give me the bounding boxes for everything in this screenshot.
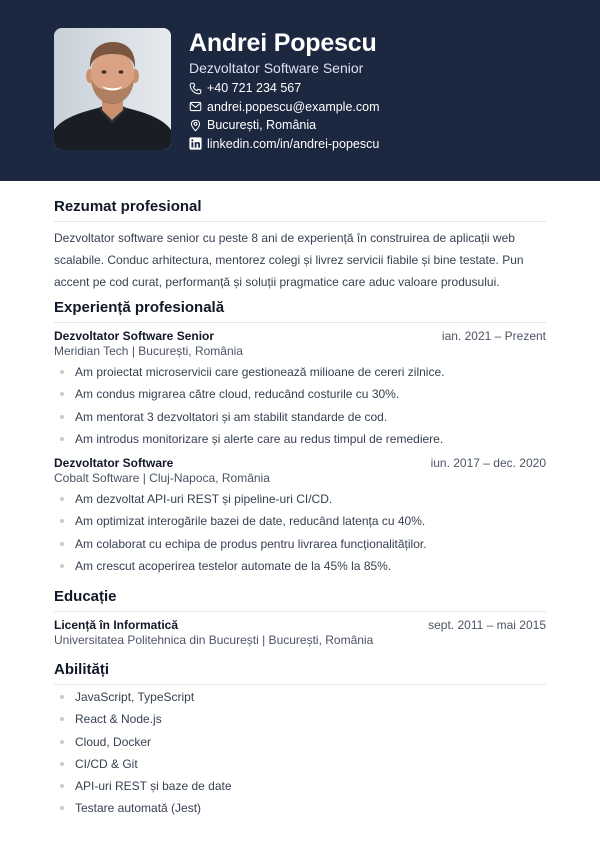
bullet-dot — [60, 806, 64, 810]
bullet-dot — [60, 542, 64, 546]
bullet-dot — [60, 717, 64, 721]
skill-text: API-uri REST și baze de date — [75, 779, 232, 794]
mail-icon — [189, 100, 202, 113]
bullet-dot — [60, 519, 64, 523]
header-info — [189, 28, 569, 153]
bullet-text: Am mentorat 3 dezvoltatori și am stabilit standarde de cod. — [75, 409, 388, 424]
bullet-text: Am condus migrarea către cloud, reducând costurile cu 30%. — [75, 387, 400, 402]
skill-text: Testare automată (Jest) — [75, 801, 202, 816]
contact-phone — [189, 79, 569, 98]
school-name: Universitatea Politehnica din București | București, România — [54, 633, 374, 647]
contact-email[interactable] — [189, 98, 569, 117]
skill-text: Cloud, Docker — [75, 734, 152, 749]
list-item — [54, 533, 546, 555]
contact-location-text: București, România — [207, 118, 317, 133]
profile-photo — [54, 28, 171, 150]
list-item — [54, 731, 546, 753]
summary-title: Rezumat profesional — [54, 197, 546, 222]
bullet-dot — [60, 762, 64, 766]
list-item — [54, 555, 546, 577]
list-item — [54, 686, 546, 708]
education-header — [54, 618, 546, 633]
skills-section — [54, 660, 546, 820]
experience-title: Experiență profesională — [54, 298, 546, 323]
bullet-dot — [60, 415, 64, 419]
job-entry — [54, 329, 546, 450]
list-item — [54, 797, 546, 819]
list-item — [54, 406, 546, 428]
list-item — [54, 753, 546, 775]
list-item — [54, 510, 546, 532]
bullet-text: Am proiectat microservicii care gestionează milioane de cereri zilnice. — [75, 365, 445, 379]
bullet-dot — [60, 740, 64, 744]
contact-list — [189, 79, 569, 153]
bullet-text: Am optimizat interogările bazei de date, reducând latența cu 40%. — [75, 514, 426, 529]
bullet-dot — [60, 497, 64, 501]
list-item — [54, 708, 546, 730]
candidate-name: Andrei Popescu — [189, 29, 377, 57]
job-title: Dezvoltator Software Senior — [54, 329, 215, 343]
experience-section — [54, 298, 546, 577]
bullet-text: Am colaborat cu echipa de produs pentru livrarea funcționalităților. — [75, 536, 427, 551]
skill-text: React & Node.js — [75, 712, 162, 727]
bullet-dot — [60, 437, 64, 441]
contact-location — [189, 116, 569, 135]
contact-linkedin-text[interactable]: linkedin.com/in/andrei-popescu — [207, 136, 380, 151]
location-pin-icon — [189, 119, 202, 132]
degree-title: Licență în Informatică — [54, 618, 179, 632]
list-item — [54, 775, 546, 797]
job-dates: iun. 2017 – dec. 2020 — [430, 456, 546, 471]
skills-title: Abilități — [54, 660, 546, 685]
job-bullets — [54, 361, 546, 450]
linkedin-icon — [189, 137, 202, 150]
job-company: Cobalt Software | Cluj-Napoca, România — [54, 471, 270, 486]
education-title: Educație — [54, 587, 546, 612]
contact-email-text[interactable]: andrei.popescu@example.com — [207, 99, 380, 114]
job-header — [54, 456, 546, 471]
list-item — [54, 488, 546, 510]
summary-text: Dezvoltator software senior cu peste 8 ani de experiență în construirea de aplicații web scalabile. Conduc arhitectura, mentorez colegi și livrez servicii fiabile și bine testate. Pun accent pe cod curat, performanță și soluții pragmatice care aduc valoare produsului. — [54, 231, 524, 289]
education-section — [54, 587, 546, 648]
list-item — [54, 428, 546, 450]
bullet-dot — [60, 564, 64, 568]
job-entry — [54, 456, 546, 577]
resume-header — [0, 0, 600, 181]
bullet-dot — [60, 784, 64, 788]
job-dates: ian. 2021 – Prezent — [441, 329, 546, 343]
bullet-text: Am dezvoltat API-uri REST și pipeline-uri CI/CD. — [75, 492, 333, 507]
phone-icon — [189, 82, 202, 95]
job-header — [54, 329, 546, 344]
bullet-dot — [60, 392, 64, 396]
profile-photo-image — [54, 28, 171, 150]
education-dates: sept. 2011 – mai 2015 — [428, 618, 546, 632]
job-title: Dezvoltator Software — [54, 456, 174, 471]
bullet-dot — [60, 370, 64, 374]
list-item — [54, 361, 546, 383]
bullet-dot — [60, 695, 64, 699]
bullet-text: Am introdus monitorizare și alerte care au redus timpul de remediere. — [75, 431, 444, 446]
contact-phone-text: +40 721 234 567 — [207, 81, 302, 96]
candidate-role: Dezvoltator Software Senior — [189, 60, 364, 76]
summary-section — [54, 197, 546, 293]
skill-text: JavaScript, TypeScript — [75, 690, 195, 704]
skills-list — [54, 686, 546, 820]
job-company: Meridian Tech | București, România — [54, 344, 243, 358]
contact-linkedin[interactable] — [189, 135, 569, 154]
list-item — [54, 383, 546, 405]
job-bullets — [54, 488, 546, 577]
skill-text: CI/CD & Git — [75, 756, 138, 771]
education-entry — [54, 618, 546, 648]
bullet-text: Am crescut acoperirea testelor automate de la 45% la 85%. — [75, 559, 392, 574]
